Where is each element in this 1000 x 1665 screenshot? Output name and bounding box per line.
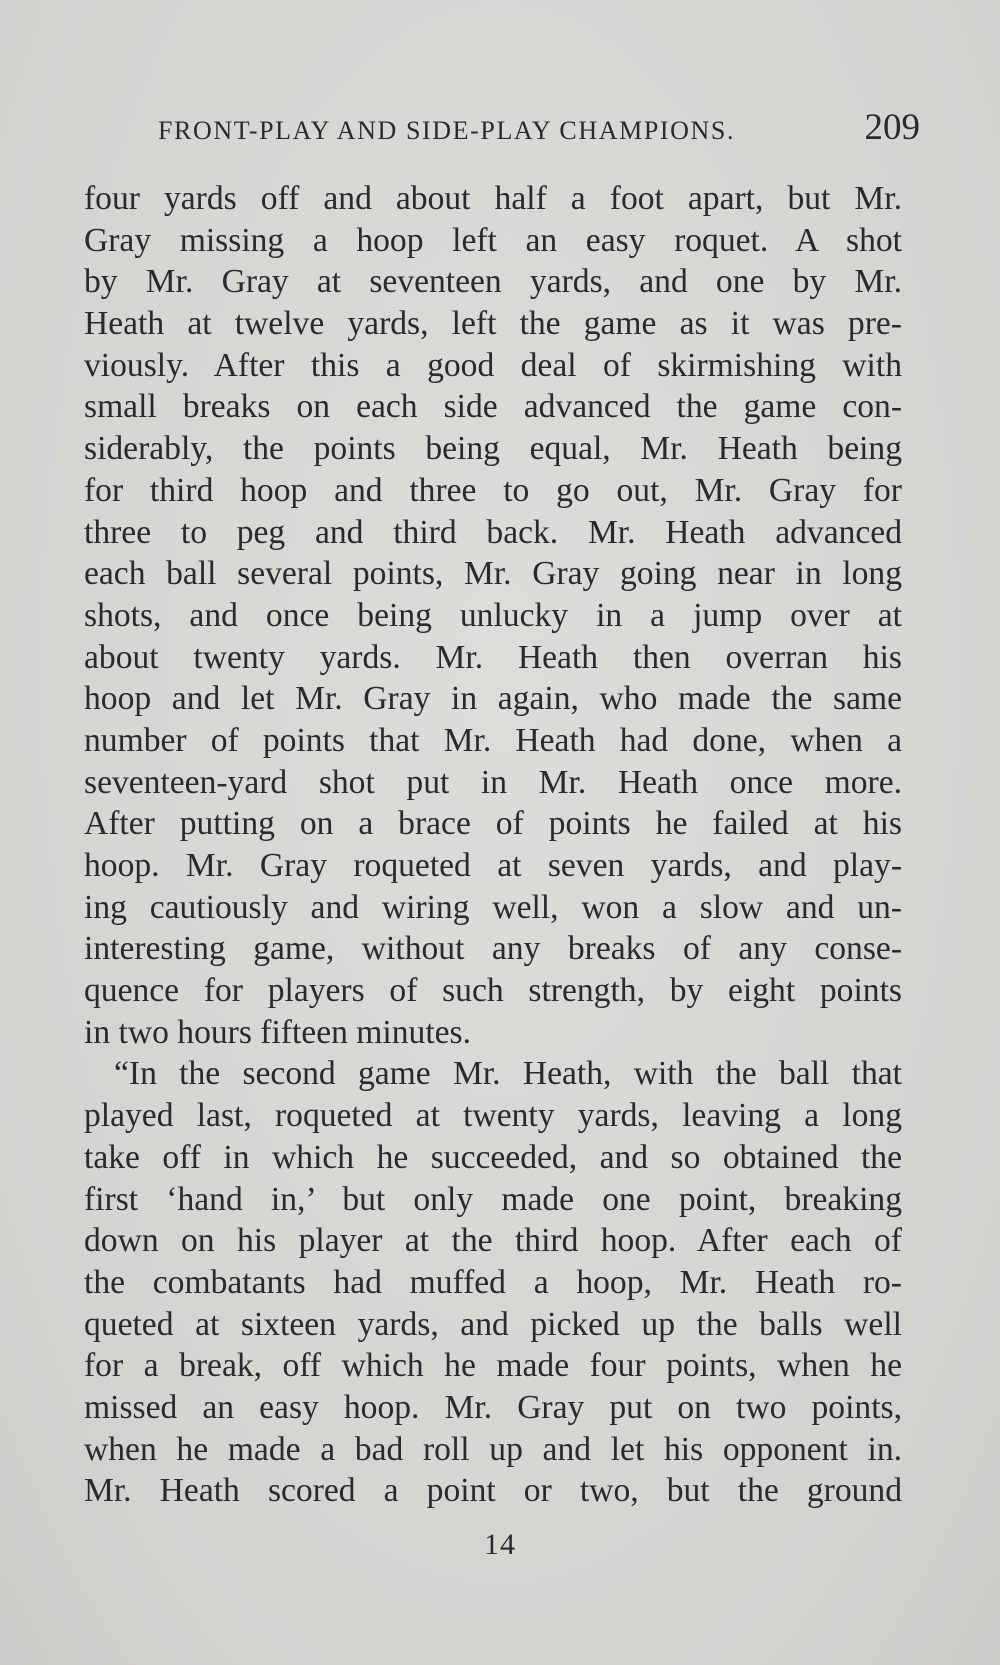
- text-line: hoop. Mr. Gray roqueted at seven yards, and play-: [84, 847, 902, 884]
- text-line: four yards off and about half a foot apart, but Mr.: [84, 180, 902, 217]
- text-line: for third hoop and three to go out, Mr. Gray for: [84, 471, 902, 509]
- text-line: queted at sixteen yards, and picked up the balls well: [84, 1305, 902, 1343]
- text-line: when he made a bad roll up and let his opponent in.: [84, 1430, 902, 1468]
- paragraph-start-line: “In the second game Mr. Heath, with the ball that: [114, 1055, 902, 1093]
- text-line: ing cautiously and wiring well, won a slow and un-: [84, 888, 902, 926]
- text-line: by Mr. Gray at seventeen yards, and one by Mr.: [84, 263, 902, 301]
- text-line: played last, roqueted at twenty yards, leaving a long: [84, 1097, 902, 1135]
- text-line: Heath at twelve yards, left the game as it was pre-: [84, 305, 902, 343]
- page-header: [158, 107, 920, 162]
- text-line: missed an easy hoop. Mr. Gray put on two points,: [84, 1388, 902, 1426]
- text-line: quence for players of such strength, by eight points: [84, 972, 902, 1010]
- text-line: down on his player at the third hoop. After each of: [84, 1222, 902, 1260]
- running-head: FRONT-PLAY AND SIDE-PLAY CHAMPIONS.: [158, 116, 736, 145]
- text-line: siderably, the points being equal, Mr. Heath being: [84, 430, 902, 468]
- text-line: each ball several points, Mr. Gray going near in long: [84, 555, 902, 593]
- text-line: first ‘hand in,’ but only made one point, breaking: [84, 1180, 902, 1218]
- body-text: [84, 178, 902, 1512]
- text-line: After putting on a brace of points he failed at his: [84, 805, 902, 843]
- text-line: seventeen-yard shot put in Mr. Heath once more.: [84, 763, 902, 801]
- text-line: Mr. Heath scored a point or two, but the ground: [84, 1472, 902, 1510]
- text-line: hoop and let Mr. Gray in again, who made the same: [84, 680, 902, 718]
- text-line: for a break, off which he made four points, when he: [84, 1347, 902, 1385]
- signature-mark: 14: [484, 1528, 516, 1561]
- text-line: take off in which he succeeded, and so obtained the: [84, 1138, 902, 1176]
- text-line: about twenty yards. Mr. Heath then overran his: [84, 638, 902, 676]
- page-number: 209: [864, 107, 920, 148]
- paragraph-end-line: in two hours fifteen minutes.: [84, 1013, 472, 1051]
- text-line: small breaks on each side advanced the game con-: [84, 388, 902, 426]
- text-line: the combatants had muffed a hoop, Mr. Heath ro-: [84, 1263, 902, 1301]
- text-line: Gray missing a hoop left an easy roquet. A shot: [84, 221, 902, 259]
- text-line: shots, and once being unlucky in a jump over at: [84, 596, 902, 634]
- text-line: interesting game, without any breaks of any conse-: [84, 930, 902, 968]
- text-line: number of points that Mr. Heath had done, when a: [84, 721, 902, 759]
- text-line: three to peg and third back. Mr. Heath advanced: [84, 513, 902, 551]
- text-line: viously. After this a good deal of skirmishing with: [84, 346, 902, 384]
